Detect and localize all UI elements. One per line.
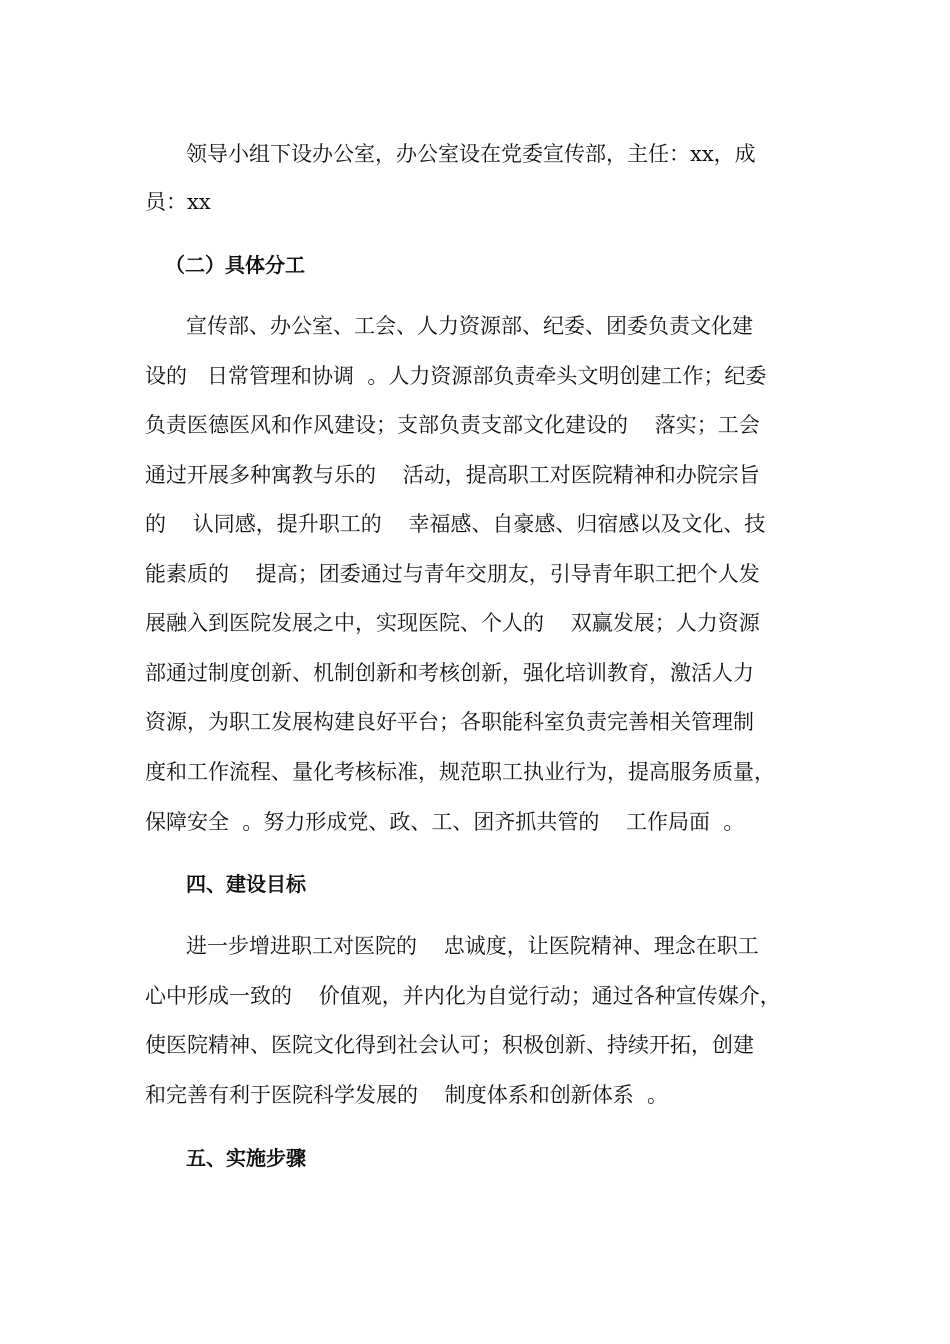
paragraph-line: 使医院精神、医院文化得到社会认可；积极创新、持续开拓，创建 xyxy=(145,1033,754,1057)
paragraph-line: 员：xx xyxy=(145,190,211,214)
section-heading: （二）具体分工 xyxy=(165,253,305,277)
paragraph-line: 进一步增进职工对医院的 忠诚度，让医院精神、理念在职工 xyxy=(186,934,759,958)
section-heading: 五、实施步骤 xyxy=(186,1146,306,1170)
paragraph-line: 保障安全 。努力形成党、政、工、团齐抓共管的 工作局面 。 xyxy=(145,810,745,834)
paragraph-line: 展融入到医院发展之中，实现医院、个人的 双赢发展；人力资源 xyxy=(145,611,760,635)
paragraph-line: 资源，为职工发展构建良好平台；各职能科室负责完善相关管理制 xyxy=(145,710,754,734)
paragraph-line: 能素质的 提高；团委通过与青年交朋友，引导青年职工把个人发 xyxy=(145,562,760,586)
paragraph-line: 负责医德医风和作风建设；支部负责支部文化建设的 落实；工会 xyxy=(145,413,760,437)
paragraph-line: 领导小组下设办公室，办公室设在党委宣传部，主任：xx，成 xyxy=(186,142,756,166)
paragraph-line: 的 认同感，提升职工的 幸福感、自豪感、归宿感以及文化、技 xyxy=(145,512,766,536)
section-heading: 四、建设目标 xyxy=(186,872,306,896)
paragraph-line: 和完善有利于医院科学发展的 制度体系和创新体系 。 xyxy=(145,1083,669,1107)
paragraph-line: 心中形成一致的 价值观，并内化为自觉行动；通过各种宣传媒介， xyxy=(145,984,781,1008)
paragraph-line: 通过开展多种寓教与乐的 活动，提高职工对医院精神和办院宗旨 xyxy=(145,463,760,487)
paragraph-line: 度和工作流程、量化考核标准，规范职工执业行为，提高服务质量， xyxy=(145,760,775,784)
paragraph-line: 宣传部、办公室、工会、人力资源部、纪委、团委负责文化建 xyxy=(186,314,753,338)
paragraph-line: 部通过制度创新、机制创新和考核创新，强化培训教育，激活人力 xyxy=(145,661,754,685)
paragraph-line: 设的 日常管理和协调 。人力资源部负责牵头文明创建工作；纪委 xyxy=(145,364,767,388)
